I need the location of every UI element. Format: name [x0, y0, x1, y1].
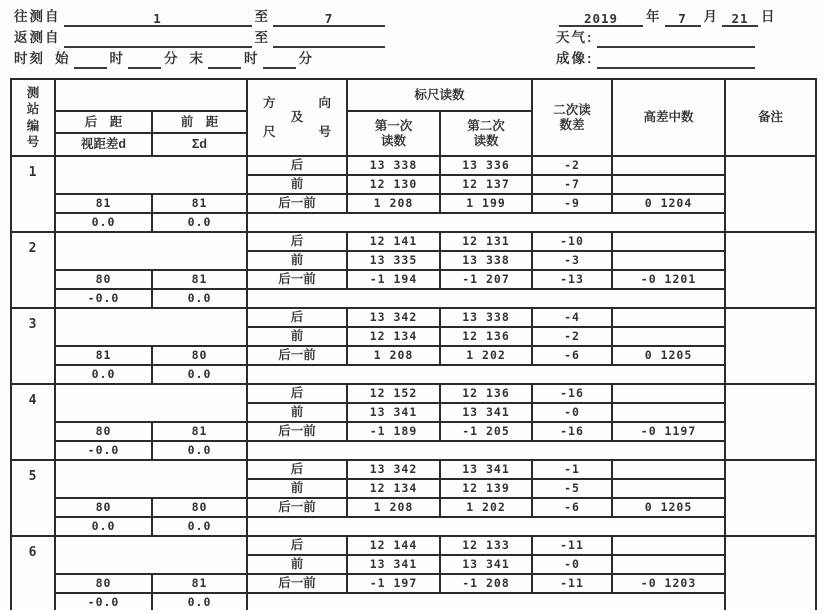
front-dist-value: 81 — [152, 574, 247, 593]
direction-label: 后一前 — [247, 346, 347, 365]
station-number: 4 — [11, 384, 55, 460]
remarks-cell — [725, 384, 816, 460]
back-dist-value: 81 — [55, 346, 152, 365]
imaging-label: 成像: — [556, 51, 594, 66]
topform-left — [14, 6, 388, 69]
mean-value — [612, 555, 725, 574]
dist-diff-value: -0.0 — [55, 289, 152, 308]
sum-d-value: 0.0 — [152, 289, 247, 308]
sum-d-value: 0.0 — [152, 593, 247, 610]
direction-label: 前 — [247, 479, 347, 498]
direction-label: 后一前 — [247, 194, 347, 213]
weather-value — [597, 31, 755, 48]
remarks-header: 备注 — [725, 79, 816, 156]
direction-label: 后 — [247, 156, 347, 175]
second-reading-value: 1 202 — [440, 498, 532, 517]
direction-label: 后 — [247, 384, 347, 403]
station-number: 2 — [11, 232, 55, 308]
front-dist-value: 81 — [152, 270, 247, 289]
table-row — [11, 536, 816, 555]
back-dist-value: 81 — [55, 194, 152, 213]
weather-label: 天气: — [556, 30, 594, 45]
month-label: 月 — [703, 9, 719, 24]
day-label: 日 — [761, 9, 777, 24]
mean-value — [612, 232, 725, 251]
mean-value — [612, 308, 725, 327]
first-reading-value: -1 194 — [347, 270, 440, 289]
station-number: 5 — [11, 460, 55, 536]
direction-label: 前 — [247, 403, 347, 422]
first-reading-value: 13 342 — [347, 460, 440, 479]
distance-blank-cell — [55, 536, 247, 574]
first-reading-value: 13 341 — [347, 403, 440, 422]
second-reading-value: -1 208 — [440, 574, 532, 593]
dist-diff-value: 0.0 — [55, 365, 152, 384]
mean-value: -0 1197 — [612, 422, 725, 441]
mean-value: 0 1205 — [612, 346, 725, 365]
direction-label: 后一前 — [247, 498, 347, 517]
mean-value — [612, 403, 725, 422]
mean-value: 0 1204 — [612, 194, 725, 213]
first-reading-value: 12 130 — [347, 175, 440, 194]
table-row — [11, 270, 816, 289]
dist-diff-header: 视距差d — [55, 133, 152, 156]
topform-right — [556, 6, 777, 69]
sum-d-value: 0.0 — [152, 441, 247, 460]
blank-merged-cell — [247, 593, 725, 610]
dist-diff-value: 0.0 — [55, 517, 152, 536]
rod-reading-header: 标尺读数 — [347, 79, 532, 111]
mean-value: 0 1205 — [612, 498, 725, 517]
imaging-value — [597, 52, 755, 69]
dist-diff-value: -0.0 — [55, 441, 152, 460]
remarks-cell — [725, 156, 816, 232]
first-reading-value: 1 208 — [347, 498, 440, 517]
direction-label: 后一前 — [247, 574, 347, 593]
start-min-value — [128, 52, 161, 69]
second-diff-value: -0 — [532, 555, 612, 574]
blank-merged-cell — [247, 213, 725, 232]
second-diff-value: -5 — [532, 479, 612, 498]
outbound-line — [14, 6, 388, 27]
table-row — [11, 384, 816, 403]
second-diff-value: -3 — [532, 251, 612, 270]
min-label-2: 分 — [298, 51, 314, 66]
first-reading-value: 1 208 — [347, 346, 440, 365]
second-diff-value: -4 — [532, 308, 612, 327]
direction-label: 后 — [247, 308, 347, 327]
second-reading-value: 13 341 — [440, 555, 532, 574]
table-row — [11, 574, 816, 593]
hour-label-2: 时 — [244, 51, 260, 66]
second-reading-value: 13 336 — [440, 156, 532, 175]
second-diff-value: -9 — [532, 194, 612, 213]
back-dist-value: 80 — [55, 498, 152, 517]
back-dist-value: 80 — [55, 422, 152, 441]
second-diff-value: -16 — [532, 384, 612, 403]
to-label-1: 至 — [254, 9, 270, 24]
station-number: 3 — [11, 308, 55, 384]
first-reading-value: 12 134 — [347, 479, 440, 498]
sum-d-header: Σd — [152, 133, 247, 156]
outbound-label: 往测自 — [14, 9, 61, 24]
second-diff-value: -6 — [532, 346, 612, 365]
front-dist-value: 81 — [152, 194, 247, 213]
table-row — [11, 441, 816, 460]
mean-value — [612, 175, 725, 194]
second-diff-header: 二次读数差 — [532, 79, 612, 156]
first-reading-value: 12 134 — [347, 327, 440, 346]
second-diff-value: -10 — [532, 232, 612, 251]
second-reading-header: 第二次读数 — [440, 111, 532, 156]
back-dist-value: 80 — [55, 574, 152, 593]
mean-value: -0 1203 — [612, 574, 725, 593]
table-row — [11, 460, 816, 479]
first-reading-value: -1 189 — [347, 422, 440, 441]
table-row — [11, 213, 816, 232]
direction-label: 后 — [247, 232, 347, 251]
second-reading-value: 12 136 — [440, 384, 532, 403]
day-value: 21 — [722, 10, 758, 27]
blank-merged-cell — [247, 517, 725, 536]
month-value: 7 — [665, 10, 701, 27]
return-label: 返测自 — [14, 30, 61, 45]
outbound-to-value: 7 — [273, 10, 385, 27]
leveling-record-table — [10, 78, 817, 610]
distance-header-blank — [55, 79, 247, 111]
dist-diff-value: 0.0 — [55, 213, 152, 232]
remarks-cell — [725, 536, 816, 610]
table-row — [11, 593, 816, 610]
second-reading-value: 12 139 — [440, 479, 532, 498]
first-reading-value: 12 152 — [347, 384, 440, 403]
second-diff-value: -11 — [532, 536, 612, 555]
second-reading-value: 13 341 — [440, 403, 532, 422]
mean-value — [612, 384, 725, 403]
direction-label: 前 — [247, 555, 347, 574]
second-diff-value: -7 — [532, 175, 612, 194]
direction-label: 前 — [247, 175, 347, 194]
first-reading-header: 第一次读数 — [347, 111, 440, 156]
mean-value — [612, 479, 725, 498]
table-row — [11, 308, 816, 327]
second-diff-value: -1 — [532, 460, 612, 479]
remarks-cell — [725, 460, 816, 536]
distance-blank-cell — [55, 308, 247, 346]
direction-label: 后一前 — [247, 270, 347, 289]
front-dist-value: 80 — [152, 346, 247, 365]
time-label: 时刻 — [14, 51, 45, 66]
table-row — [11, 365, 816, 384]
table-row — [11, 289, 816, 308]
second-reading-value: 1 202 — [440, 346, 532, 365]
year-value: 2019 — [559, 10, 643, 27]
table-row — [11, 232, 816, 251]
first-reading-value: 12 144 — [347, 536, 440, 555]
second-diff-value: -2 — [532, 156, 612, 175]
year-label: 年 — [646, 9, 662, 24]
start-hour-value — [74, 52, 107, 69]
sum-d-value: 0.0 — [152, 213, 247, 232]
first-reading-value: 12 141 — [347, 232, 440, 251]
mean-value: -0 1201 — [612, 270, 725, 289]
distance-blank-cell — [55, 232, 247, 270]
table-row — [11, 346, 816, 365]
end-hour-value — [208, 52, 241, 69]
second-diff-value: -13 — [532, 270, 612, 289]
station-rows — [11, 156, 816, 610]
second-diff-value: -2 — [532, 327, 612, 346]
direction-label: 后一前 — [247, 422, 347, 441]
table-row — [11, 517, 816, 536]
table-row — [11, 498, 816, 517]
second-diff-value: -16 — [532, 422, 612, 441]
direction-label: 后 — [247, 460, 347, 479]
hour-label-1: 时 — [109, 51, 125, 66]
second-reading-value: 13 338 — [440, 251, 532, 270]
direction-header: 方 向 及 尺 号 — [247, 79, 347, 156]
end-label: 末 — [189, 51, 205, 66]
return-to-value — [273, 31, 385, 48]
first-reading-value: 13 342 — [347, 308, 440, 327]
mean-value — [612, 327, 725, 346]
table-row — [11, 194, 816, 213]
date-line — [556, 6, 777, 27]
second-reading-value: 12 136 — [440, 327, 532, 346]
front-dist-value: 80 — [152, 498, 247, 517]
first-reading-value: 13 338 — [347, 156, 440, 175]
second-reading-value: 12 131 — [440, 232, 532, 251]
dist-diff-value: -0.0 — [55, 593, 152, 610]
table-row — [11, 156, 816, 175]
station-number: 1 — [11, 156, 55, 232]
blank-merged-cell — [247, 365, 725, 384]
min-label-1: 分 — [164, 51, 180, 66]
direction-label: 后 — [247, 536, 347, 555]
front-dist-value: 81 — [152, 422, 247, 441]
distance-blank-cell — [55, 460, 247, 498]
station-number: 6 — [11, 536, 55, 610]
blank-merged-cell — [247, 289, 725, 308]
mean-value — [612, 156, 725, 175]
second-reading-value: 13 341 — [440, 460, 532, 479]
second-diff-value: -0 — [532, 403, 612, 422]
first-reading-value: 13 341 — [347, 555, 440, 574]
distance-blank-cell — [55, 156, 247, 194]
station-header: 测站编号 — [11, 79, 55, 156]
to-label-2: 至 — [254, 30, 270, 45]
mean-value — [612, 536, 725, 555]
back-dist-value: 80 — [55, 270, 152, 289]
blank-merged-cell — [247, 441, 725, 460]
sum-d-value: 0.0 — [152, 365, 247, 384]
outbound-from-value: 1 — [64, 10, 252, 27]
sum-d-value: 0.0 — [152, 517, 247, 536]
first-reading-value: -1 197 — [347, 574, 440, 593]
second-reading-value: 13 338 — [440, 308, 532, 327]
first-reading-value: 1 208 — [347, 194, 440, 213]
second-reading-value: 12 137 — [440, 175, 532, 194]
return-from-value — [64, 31, 252, 48]
second-reading-value: -1 205 — [440, 422, 532, 441]
second-reading-value: 1 199 — [440, 194, 532, 213]
second-diff-value: -6 — [532, 498, 612, 517]
second-reading-value: 12 133 — [440, 536, 532, 555]
second-reading-value: -1 207 — [440, 270, 532, 289]
weather-line — [556, 27, 777, 48]
return-line — [14, 27, 388, 48]
distance-blank-cell — [55, 384, 247, 422]
table-row — [11, 422, 816, 441]
second-diff-value: -11 — [532, 574, 612, 593]
mean-value — [612, 460, 725, 479]
mean-value — [612, 251, 725, 270]
direction-label: 前 — [247, 251, 347, 270]
remarks-cell — [725, 232, 816, 308]
mean-height-diff-header: 高差中数 — [612, 79, 725, 156]
time-line — [14, 48, 388, 69]
direction-label: 前 — [247, 327, 347, 346]
end-min-value — [263, 52, 296, 69]
imaging-line — [556, 48, 777, 69]
remarks-cell — [725, 308, 816, 384]
first-reading-value: 13 335 — [347, 251, 440, 270]
back-dist-header: 后 距 — [55, 111, 152, 133]
start-label: 始 — [55, 51, 71, 66]
front-dist-header: 前 距 — [152, 111, 247, 133]
